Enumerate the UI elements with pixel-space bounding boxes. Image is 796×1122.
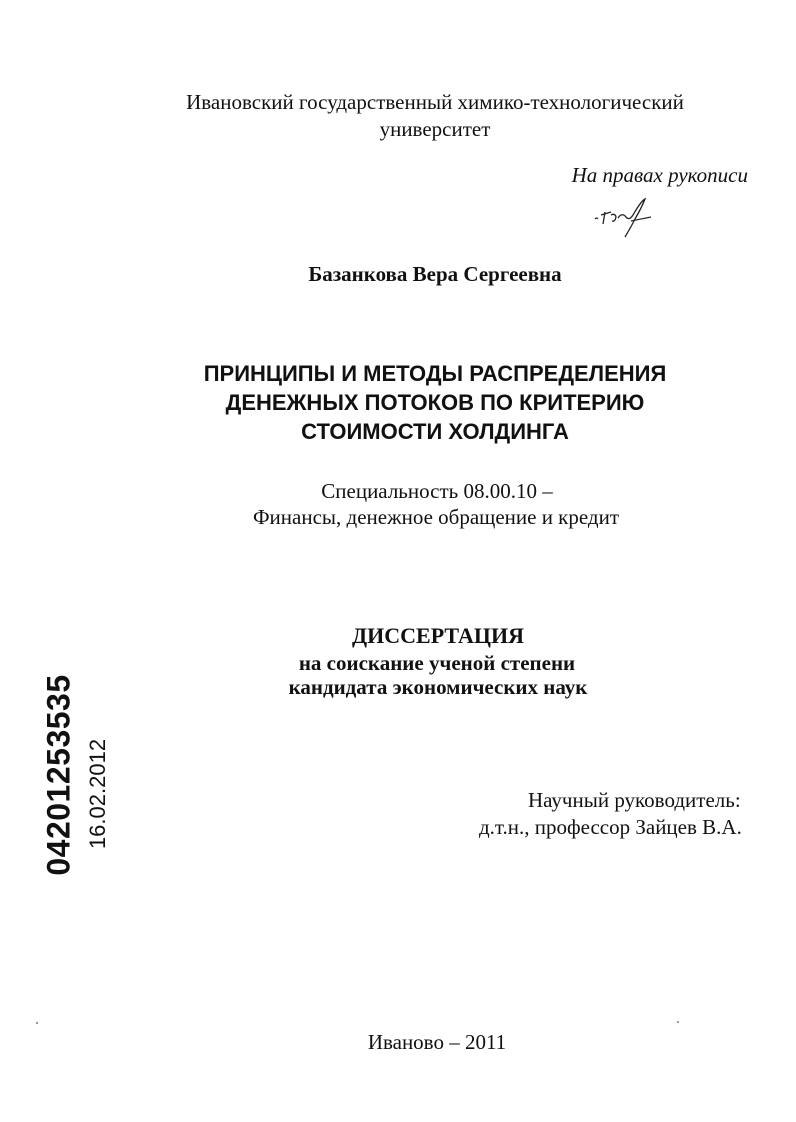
supervisor-name: д.т.н., профессор Зайцев В.А. [479,815,742,839]
thesis-title-line-1: ПРИНЦИПЫ И МЕТОДЫ РАСПРЕДЕЛЕНИЯ [203,361,667,386]
registration-number-stamp: 04201253535 [40,674,77,876]
institution-line-1: Ивановский государственный химико-технологический [186,90,684,114]
scan-speck [36,1022,38,1024]
specialty-code: Специальность 08.00.10 – [321,479,553,503]
degree-line-2: кандидата экономических наук [288,675,588,699]
specialty-name: Финансы, денежное обращение и кредит [252,505,620,529]
place-year: Иваново – 2011 [367,1030,507,1054]
author-signature [593,195,655,239]
institution-line-2: университет [379,117,491,141]
supervisor-label: Научный руководитель: [528,788,741,812]
thesis-title-line-2: ДЕНЕЖНЫХ ПОТОКОВ ПО КРИТЕРИЮ [225,390,645,415]
thesis-title-line-3: СТОИМОСТИ ХОЛДИНГА [301,419,569,444]
registration-date-stamp: 16.02.2012 [85,738,110,850]
dissertation-label: ДИССЕРТАЦИЯ [352,623,524,648]
manuscript-note: На правах рукописи [571,163,748,187]
author-name: Базанкова Вера Сергеевна [308,262,562,286]
degree-line-1: на соискание ученой степени [298,651,576,675]
scan-speck [677,1021,679,1023]
